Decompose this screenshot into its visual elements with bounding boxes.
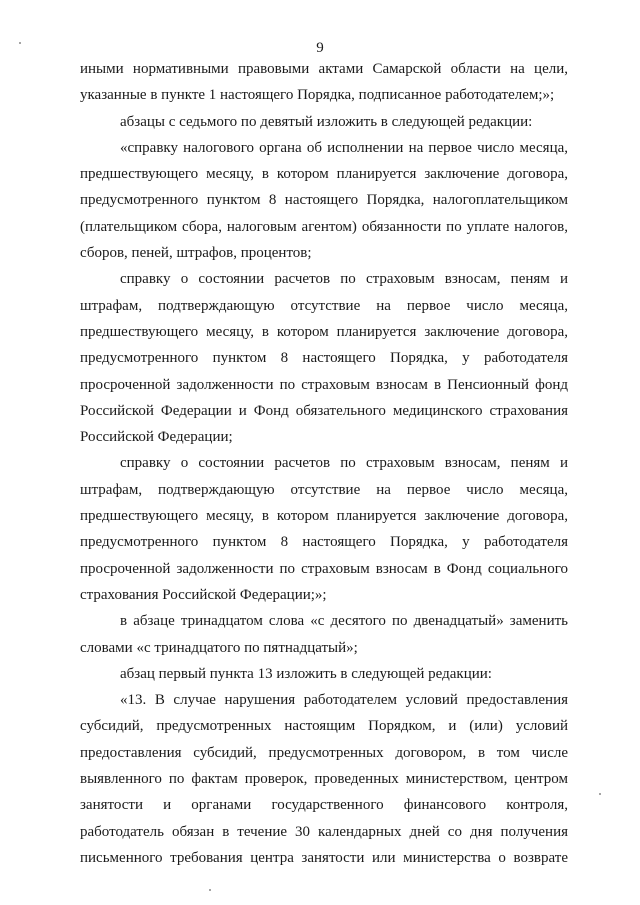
- text-line: страхования Российской Федерации;»;: [80, 586, 327, 603]
- text-line: письменного требования центра занятости или министерства о возврате: [80, 849, 568, 866]
- text-line: просроченной задолженности по страховым взносам в Фонд социального: [80, 560, 568, 577]
- text-line: просроченной задолженности по страховым взносам в Пенсионный фонд: [80, 376, 568, 393]
- text-line: предусмотренного пунктом 8 настоящего Порядка, у работодателя: [80, 534, 568, 551]
- text-line: субсидий, предусмотренных настоящим Порядком, и (или) условий: [80, 718, 568, 735]
- text-line: Российской Федерации;: [80, 429, 233, 446]
- text-line: работодатель обязан в течение 30 календарных дней со дня получения: [80, 823, 568, 840]
- document-body: [80, 56, 568, 871]
- text-line: предшествующего месяцу, в котором планируется заключение договора,: [80, 166, 568, 183]
- text-line: абзац первый пункта 13 изложить в следующей редакции:: [120, 665, 492, 682]
- text-line: предусмотренного пунктом 8 настоящего Порядка, налогоплательщиком: [80, 192, 568, 209]
- text-line: «справку налогового органа об исполнении на первое число месяца,: [120, 139, 568, 156]
- text-line: выявленного по фактам проверок, проведенных министерством, центром: [80, 771, 568, 788]
- scan-speck: [599, 793, 601, 795]
- text-line: занятости и органами государственного финансового контроля,: [80, 797, 568, 814]
- scan-speck: [209, 889, 211, 891]
- text-line: (плательщиком сбора, налоговым агентом) обязанности по уплате налогов,: [80, 218, 568, 235]
- text-line: справку о состоянии расчетов по страховым взносам, пеням и: [120, 271, 568, 288]
- text-line: абзацы с седьмого по девятый изложить в следующей редакции:: [120, 113, 533, 130]
- text-line: сборов, пеней, штрафов, процентов;: [80, 245, 312, 262]
- text-line: «13. В случае нарушения работодателем условий предоставления: [120, 692, 568, 709]
- text-line: иными нормативными правовыми актами Самарской области на цели,: [80, 61, 568, 77]
- scan-speck: [19, 42, 21, 44]
- text-line: предоставления субсидий, предусмотренных договором, в том числе: [80, 744, 568, 761]
- text-line: предшествующего месяцу, в котором планируется заключение договора,: [80, 508, 568, 525]
- text-line: справку о состоянии расчетов по страховым взносам, пеням и: [120, 455, 568, 472]
- text-line: словами «с тринадцатого по пятнадцатый»;: [80, 639, 358, 656]
- page-number: 9: [316, 40, 324, 56]
- text-line: штрафам, подтверждающую отсутствие на первое число месяца,: [80, 481, 568, 498]
- text-line: штрафам, подтверждающую отсутствие на первое число месяца,: [80, 297, 568, 314]
- text-line: предшествующего месяцу, в котором планируется заключение договора,: [80, 323, 568, 340]
- text-line: в абзаце тринадцатом слова «с десятого по двенадцатый» заменить: [120, 613, 568, 630]
- text-line: Российской Федерации и Фонд обязательного медицинского страхования: [80, 402, 568, 419]
- text-line: предусмотренного пунктом 8 настоящего Порядка, у работодателя: [80, 350, 568, 367]
- text-line: указанные в пункте 1 настоящего Порядка, подписанное работодателем;»;: [80, 87, 555, 104]
